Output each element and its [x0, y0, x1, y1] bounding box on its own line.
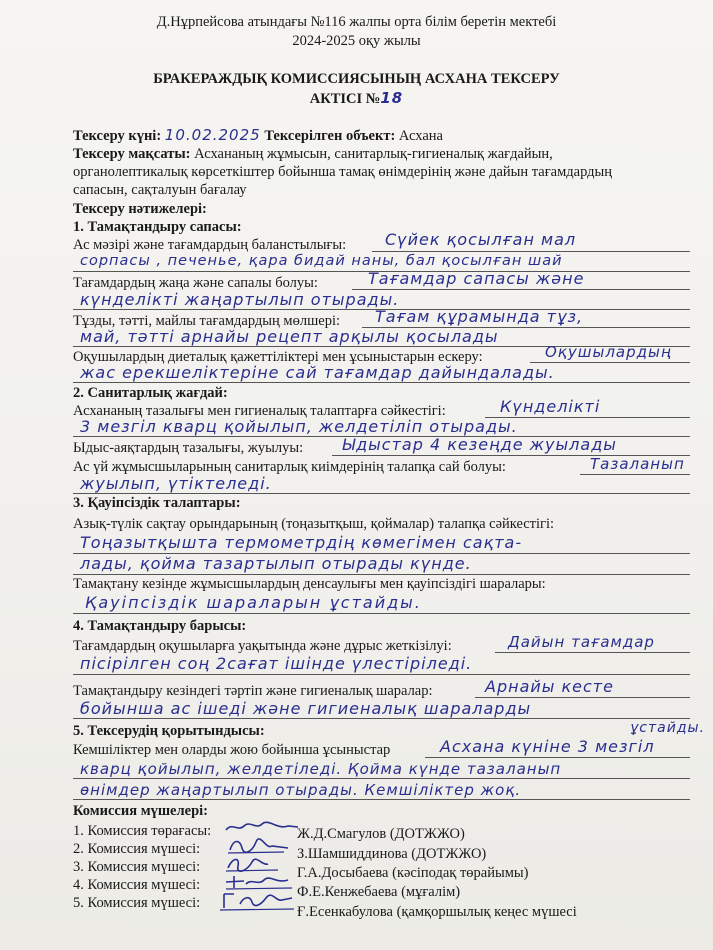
answer-line [73, 613, 690, 614]
answer-line [352, 289, 690, 290]
s1-q1: Ас мәзірі және тағамдардың баланстылығы: [73, 237, 347, 253]
s4-a2-line3: ұстайды. [630, 720, 705, 736]
member-1-name: Ж.Д.Смагулов (ДОТЖЖО) [297, 826, 465, 842]
s1-a3-line2: май, тәтті арнайы рецепт арқылы қосылады [80, 327, 499, 346]
s5-q1: Кемшіліктер мен оларды жою бойынша ұсыныстар [73, 742, 391, 758]
purpose-row [73, 146, 553, 162]
section-4-title: 4. Тамақтандыру барысы: [73, 618, 247, 634]
signature-5 [218, 890, 298, 912]
section-1-title: 1. Тамақтандыру сапасы: [73, 219, 242, 235]
answer-line [73, 574, 690, 575]
member-3-name: Г.А.Досыбаева (кәсіподақ төрайымы) [297, 865, 529, 881]
act-number: 18 [380, 89, 404, 107]
member-3-role: 3. Комиссия мүшесі: [73, 859, 201, 875]
purpose-label: Тексеру мақсаты: [73, 146, 191, 162]
member-2-name: З.Шамшиддинова (ДОТЖЖО) [297, 846, 487, 862]
member-2-role: 2. Комиссия мүшесі: [73, 841, 201, 857]
inspected-object-value: Асхана [398, 128, 443, 144]
s1-a1-line2: сорпасы , печенье, қара бидай наны, бал қосылған шай [80, 253, 563, 269]
purpose-line2: органолептикалық көрсеткіштер бойынша тамақ өнімдерінің және дайын тағамдардың [73, 164, 613, 180]
answer-line [73, 778, 690, 779]
act-title-line1: БРАКЕРАЖДЫҚ КОМИССИЯСЫНЫҢ АСХАНА ТЕКСЕРУ [153, 71, 560, 87]
s3-a2-line1: Қауіпсіздік шараларын ұстайды. [85, 593, 422, 612]
inspected-object-label: Тексерілген объект: [264, 128, 396, 144]
section-3-title: 3. Қауіпсіздік талаптары: [73, 495, 241, 511]
s1-a3-line1: Тағам құрамында тұз, [375, 307, 584, 326]
s4-a2-line1: Арнайы кесте [485, 677, 614, 696]
answer-line [475, 697, 690, 698]
s1-q3: Тұзды, тәтті, майлы тағамдардың мөлшері: [73, 313, 340, 329]
answer-line [73, 718, 690, 719]
inspection-date-row [73, 126, 443, 144]
s2-a1-line2: 3 мезгіл кварц қойылып, желдетіліп отырады. [80, 417, 518, 436]
s3-a1-line2: лады, қойма тазартылып отырады күнде. [80, 554, 472, 573]
section-2-title: 2. Санитарлық жағдай: [73, 385, 228, 401]
purpose-line1: Асхананың жұмысын, санитарлық-гигиеналық жағдайын, [194, 146, 553, 162]
s3-q1: Азық-түлік сақтау орындарының (тоңазытқыш, қоймалар) талапқа сәйкестігі: [73, 516, 555, 532]
s3-q2: Тамақтану кезінде жұмысшылардың денсаулығы мен қауіпсіздігі шаралары: [73, 576, 546, 592]
signature-1 [222, 818, 302, 836]
act-title-line2 [0, 89, 713, 107]
member-5-role: 5. Комиссия мүшесі: [73, 895, 201, 911]
s2-a1-line1: Күнделікті [500, 397, 601, 416]
commission-title: Комиссия мүшелері: [73, 803, 208, 819]
s2-q2: Ыдыс-аяқтардың тазалығы, жуылуы: [73, 440, 304, 456]
school-name: Д.Нұрпейсова атындағы №116 жалпы орта білім беретін мектебі [156, 14, 557, 30]
signature-4 [222, 872, 297, 892]
s1-a4-line2: жас ерекшеліктеріне сай тағамдар дайындалады. [80, 363, 555, 382]
member-4-role: 4. Комиссия мүшесі: [73, 877, 201, 893]
s4-a2-line2: бойынша ас ішеді және гигиеналық шараларды [80, 699, 532, 718]
s4-a1-line1: Дайын тағамдар [508, 633, 655, 651]
s2-q1: Асхананың тазалығы мен гигиеналық талаптарға сәйкестігі: [73, 403, 446, 419]
s2-a3-line2: жуылып, үтіктеледі. [80, 474, 272, 493]
inspection-date-value: 10.02.2025 [164, 126, 261, 144]
answer-line [495, 652, 690, 653]
s1-a4-line1: Оқушылардың [545, 343, 672, 361]
purpose-line3: сапасын, сақталуын бағалау [73, 182, 247, 198]
s1-q2: Тағамдардың жаңа және сапалы болуы: [73, 275, 318, 291]
member-5-name: Ғ.Есенкабулова (қамқоршылық кеңес мүшесі [297, 904, 577, 920]
s1-a2-line2: күнделікті жаңартылып отырады. [80, 290, 400, 309]
member-1-role: 1. Комиссия төрағасы: [73, 823, 212, 839]
s5-a1-line1: Асхана күніне 3 мезгіл [440, 737, 655, 756]
s2-a3-line1: Тазаланып [590, 455, 685, 473]
answer-line [580, 474, 690, 475]
s3-a1-line1: Тоңазытқышта термометрдің көмегімен сақта- [80, 533, 523, 552]
s5-a1-line3: өнімдер жаңартылып отырады. Кемшіліктер жоқ. [80, 781, 522, 799]
act-title-prefix: АКТІСІ № [309, 91, 381, 107]
s5-a1-line2: кварц қойылып, желдетіледі. Қойма күнде тазаланып [80, 760, 562, 778]
results-label: Тексеру нәтижелері: [73, 201, 207, 217]
answer-line [73, 799, 690, 800]
s4-q1: Тағамдардың оқушыларға уақытында және дұрыс жеткізілуі: [73, 638, 452, 654]
s1-q4: Оқушылардың диеталық қажеттіліктері мен ұсыныстарын ескеру: [73, 349, 483, 365]
s1-a2-line1: Тағамдар сапасы және [368, 269, 585, 288]
answer-line [425, 757, 690, 758]
answer-line [73, 674, 690, 675]
s1-a1-line1: Сүйек қосылған мал [385, 230, 577, 249]
s2-q3: Ас үй жұмысшыларының санитарлық киімдерінің талапқа сай болуы: [73, 459, 506, 475]
answer-line [73, 493, 690, 494]
member-4-name: Ф.Е.Кенжебаева (мұғалім) [297, 884, 461, 900]
section-5-title: 5. Тексерудің қорытындысы: [73, 723, 265, 739]
s2-a2-line1: Ыдыстар 4 кезеңде жуылады [342, 435, 617, 454]
answer-line [73, 382, 690, 383]
school-year: 2024-2025 оқу жылы [292, 33, 421, 49]
signature-3 [222, 854, 292, 874]
s4-q2: Тамақтандыру кезіндегі тәртіп және гигиеналық шаралар: [73, 683, 433, 699]
s4-a1-line2: пісірілген соң 2сағат ішінде үлестіріледі. [80, 654, 473, 673]
inspection-date-label: Тексеру күні: [73, 128, 162, 144]
signature-2 [222, 836, 292, 856]
